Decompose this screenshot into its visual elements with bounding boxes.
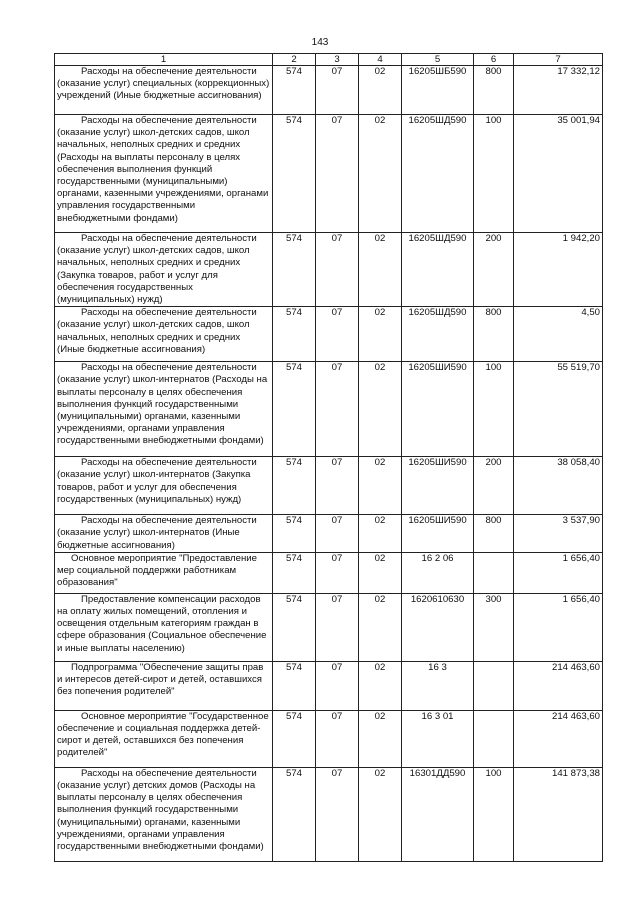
cell-subsection: 02	[359, 362, 402, 457]
cell-target-article: 16205ШИ590	[402, 515, 474, 553]
budget-table	[54, 53, 603, 862]
cell-expense-type: 200	[474, 457, 514, 515]
cell-section: 07	[316, 233, 359, 307]
page-number: 143	[311, 37, 329, 48]
cell-chapter: 574	[273, 457, 316, 515]
cell-subsection: 02	[359, 515, 402, 553]
cell-section: 07	[316, 515, 359, 553]
cell-amount: 1 942,20	[514, 233, 603, 307]
cell-amount: 214 463,60	[514, 710, 603, 767]
cell-amount: 38 058,40	[514, 457, 603, 515]
header-row	[55, 54, 603, 66]
cell-amount: 4,50	[514, 307, 603, 362]
table-row	[55, 767, 603, 861]
table-row	[55, 457, 603, 515]
row-name: Расходы на обеспечение деятельности (оказание услуг) школ-интернатов (Закупка товаров, работ и услуг для обеспечения государственных (муниципальных) нужд)	[57, 457, 257, 505]
cell-expense-type: 800	[474, 515, 514, 553]
row-name: Расходы на обеспечение деятельности (оказание услуг) школ-интернатов (Иные бюджетные ассигнования)	[57, 515, 257, 551]
header-col-1: 1	[55, 54, 273, 66]
row-name: Подпрограмма "Обеспечение защиты прав и интересов детей-сирот и детей, оставшихся без попечения родителей"	[57, 661, 264, 698]
row-name: Основное мероприятие "Государственное обеспечение и социальная поддержка детей-сирот и детей, оставшихся без попечения родителей"	[57, 710, 269, 759]
cell-section: 07	[316, 661, 359, 710]
cell-amount: 55 519,70	[514, 362, 603, 457]
cell-subsection: 02	[359, 661, 402, 710]
cell-chapter: 574	[273, 661, 316, 710]
cell-expense-type	[474, 552, 514, 593]
cell-chapter: 574	[273, 710, 316, 767]
cell-target-article: 16205ШБ590	[402, 66, 474, 115]
cell-amount: 214 463,60	[514, 661, 603, 710]
cell-target-article: 16205ШД590	[402, 233, 474, 307]
cell-section: 07	[316, 710, 359, 767]
row-name: Предоставление компенсации расходов на оплату жилых помещений, отопления и освещения отдельным категориям граждан в сфере образования (Социальное обеспечение и иные выплаты населению)	[57, 593, 267, 654]
cell-amount: 17 332,12	[514, 66, 603, 115]
row-name: Расходы на обеспечение деятельности (оказание услуг) специальных (коррекционных) учреждений (Иные бюджетные ассигнования)	[57, 66, 270, 102]
table-row	[55, 66, 603, 115]
header-col-5: 5	[402, 54, 474, 66]
cell-subsection: 02	[359, 767, 402, 861]
cell-chapter: 574	[273, 767, 316, 861]
cell-chapter: 574	[273, 515, 316, 553]
cell-target-article: 16205ШИ590	[402, 362, 474, 457]
cell-chapter: 574	[273, 362, 316, 457]
header-col-6: 6	[474, 54, 514, 66]
table-row	[55, 362, 603, 457]
cell-amount: 1 656,40	[514, 593, 603, 661]
cell-section: 07	[316, 767, 359, 861]
table-row	[55, 515, 603, 553]
table-row	[55, 307, 603, 362]
cell-chapter: 574	[273, 552, 316, 593]
cell-section: 07	[316, 362, 359, 457]
cell-expense-type: 100	[474, 362, 514, 457]
cell-target-article: 16205ШИ590	[402, 457, 474, 515]
cell-section: 07	[316, 593, 359, 661]
header-col-2: 2	[273, 54, 316, 66]
cell-chapter: 574	[273, 593, 316, 661]
row-name: Расходы на обеспечение деятельности (оказание услуг) школ-интернатов (Расходы на выплаты персоналу в целях обеспечения выполнения функций государственными (муниципальными) органами, казенными учреждениями, органами управления государственными внебюджетными фондами)	[57, 362, 268, 447]
cell-section: 07	[316, 66, 359, 115]
cell-expense-type: 100	[474, 767, 514, 861]
cell-subsection: 02	[359, 552, 402, 593]
cell-subsection: 02	[359, 66, 402, 115]
cell-amount: 1 656,40	[514, 552, 603, 593]
row-name: Расходы на обеспечение деятельности (оказание услуг) детских домов (Расходы на выплаты персоналу в целях обеспечения выполнения функций государственными (муниципальными) органами, казенными учреждениями, органами управления государственными внебюджетными фондами)	[57, 767, 264, 853]
cell-chapter: 574	[273, 66, 316, 115]
row-name: Расходы на обеспечение деятельности (оказание услуг) школ-детских садов, школ начальных, неполных средних и средних (Расходы на выплаты персоналу в целях обеспечения выполнения функций государственными (муниципальными) органами, казенными учреждениями, органами управления государственными внебюджетными фондами)	[57, 115, 269, 224]
cell-expense-type: 800	[474, 307, 514, 362]
cell-section: 07	[316, 457, 359, 515]
cell-target-article: 16 3 01	[402, 710, 474, 767]
cell-target-article: 16 3	[402, 661, 474, 710]
cell-expense-type	[474, 710, 514, 767]
table-row	[55, 710, 603, 767]
cell-chapter: 574	[273, 307, 316, 362]
cell-subsection: 02	[359, 593, 402, 661]
cell-chapter: 574	[273, 115, 316, 233]
cell-amount: 141 873,38	[514, 767, 603, 861]
header-col-4: 4	[359, 54, 402, 66]
cell-subsection: 02	[359, 233, 402, 307]
cell-expense-type: 800	[474, 66, 514, 115]
cell-target-article: 16205ШД590	[402, 115, 474, 233]
cell-target-article: 1620610630	[402, 593, 474, 661]
table-row	[55, 115, 603, 233]
table-row	[55, 233, 603, 307]
row-name: Расходы на обеспечение деятельности (оказание услуг) школ-детских садов, школ начальных, неполных средних и средних (Иные бюджетные ассигнования)	[57, 307, 257, 355]
cell-expense-type: 300	[474, 593, 514, 661]
cell-subsection: 02	[359, 115, 402, 233]
header-col-7: 7	[514, 54, 603, 66]
cell-expense-type: 100	[474, 115, 514, 233]
row-name: Расходы на обеспечение деятельности (оказание услуг) школ-детских садов, школ начальных, неполных средних и средних (Закупка товаров, работ и услуг для обеспечения государственных (муниципальных) нужд)	[57, 233, 257, 306]
cell-subsection: 02	[359, 457, 402, 515]
table-row	[55, 661, 603, 710]
cell-subsection: 02	[359, 710, 402, 767]
row-name: Основное мероприятие "Предоставление мер социальной поддержки работникам образования"	[57, 552, 257, 589]
header-col-3: 3	[316, 54, 359, 66]
cell-section: 07	[316, 552, 359, 593]
cell-expense-type	[474, 661, 514, 710]
cell-subsection: 02	[359, 307, 402, 362]
cell-target-article: 16205ШД590	[402, 307, 474, 362]
cell-section: 07	[316, 115, 359, 233]
cell-section: 07	[316, 307, 359, 362]
table-row	[55, 552, 603, 593]
table-row	[55, 593, 603, 661]
cell-amount: 35 001,94	[514, 115, 603, 233]
cell-amount: 3 537,90	[514, 515, 603, 553]
cell-target-article: 16 2 06	[402, 552, 474, 593]
cell-target-article: 16301ДД590	[402, 767, 474, 861]
cell-chapter: 574	[273, 233, 316, 307]
cell-expense-type: 200	[474, 233, 514, 307]
